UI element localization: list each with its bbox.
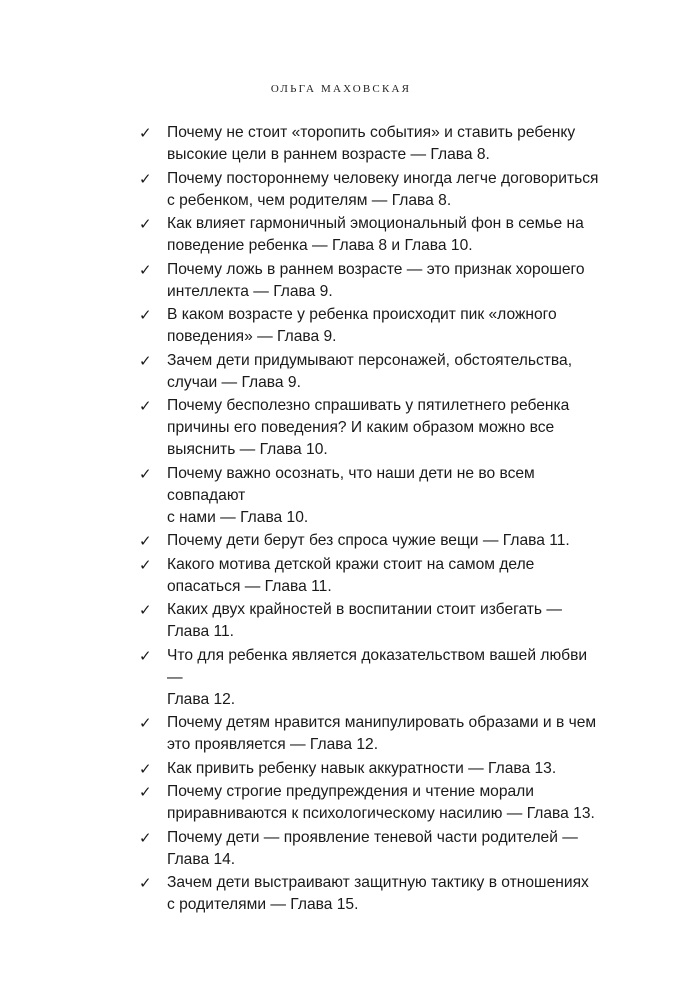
list-item [139, 872, 599, 916]
list-item-line: Зачем дети придумывают персонажей, обстоятельства, [167, 351, 573, 369]
list-item [139, 712, 599, 756]
list-item [139, 554, 599, 598]
list-item-line: причины его поведения? И каким образом можно все [167, 419, 555, 436]
list-item-line: Почему дети берут без спроса чужие вещи — Глава 11. [167, 532, 570, 549]
checkmark-icon: ✓ [139, 783, 152, 801]
list-item-line: высокие цели в раннем возрасте — Глава 8. [167, 146, 490, 163]
list-item-line: Почему детям нравится манипулировать образами и в чем [167, 714, 597, 731]
list-item [139, 259, 599, 303]
list-item-line: поведения» — Глава 9. [167, 328, 337, 345]
list-item-line: Зачем дети выстраивают защитную тактику в отношениях [167, 874, 589, 891]
list-item [139, 599, 599, 643]
list-item-line: Почему бесполезно спрашивать у пятилетнего ребенка [167, 397, 570, 414]
list-item-line: интеллекта — Глава 9. [167, 282, 333, 300]
checkmark-icon: ✓ [139, 532, 152, 550]
list-item-line: Почему дети — проявление теневой части родителей — [167, 828, 578, 846]
checkmark-icon: ✓ [139, 874, 152, 892]
question-list [139, 122, 599, 918]
checkmark-icon: ✓ [139, 759, 152, 778]
list-item-line: опасаться — Глава 11. [167, 577, 332, 595]
list-item [139, 530, 599, 552]
list-item-line: приравниваются к психологическому насилию — Глава 13. [167, 805, 595, 822]
list-item [139, 758, 599, 780]
checkmark-icon: ✓ [139, 555, 152, 574]
list-item-line: Как влияет гармоничный эмоциональный фон в семье на [167, 215, 584, 232]
list-item-line: выяснить — Глава 10. [167, 441, 328, 458]
checkmark-icon: ✓ [139, 351, 152, 370]
checkmark-icon: ✓ [139, 124, 152, 142]
list-item-line: Как привить ребенку навык аккуратности — Глава 13. [167, 759, 557, 777]
list-item-line: Почему не стоит «торопить события» и ставить ребенку [167, 124, 576, 141]
list-item-line: Почему важно осознать, что наши дети не во всем совпадают [167, 464, 535, 504]
list-item-line: Глава 11. [167, 623, 234, 640]
checkmark-icon: ✓ [139, 464, 152, 483]
list-item [139, 827, 599, 871]
checkmark-icon: ✓ [139, 828, 152, 847]
list-item [139, 463, 599, 529]
list-item-line: случаи — Глава 9. [167, 373, 301, 391]
checkmark-icon: ✓ [139, 215, 152, 233]
list-item [139, 395, 599, 461]
list-item-line: с родителями — Глава 15. [167, 896, 359, 913]
checkmark-icon: ✓ [139, 169, 152, 188]
checkmark-icon: ✓ [139, 601, 152, 619]
list-item-line: Что для ребенка является доказательством вашей любви — [167, 646, 588, 686]
list-item-line: Глава 14. [167, 850, 236, 868]
list-item-line: это проявляется — Глава 12. [167, 736, 379, 753]
list-item-line: Глава 12. [167, 690, 236, 708]
checkmark-icon: ✓ [139, 714, 152, 732]
list-item [139, 213, 599, 257]
list-item [139, 781, 599, 825]
list-item [139, 645, 599, 711]
list-item-line: Каких двух крайностей в воспитании стоит избегать — [167, 601, 562, 618]
list-item-line: Почему ложь в раннем возрасте — это признак хорошего [167, 260, 585, 278]
checkmark-icon: ✓ [139, 260, 152, 279]
list-item-line: поведение ребенка — Глава 8 и Глава 10. [167, 237, 473, 254]
list-item-line: с ребенком, чем родителям — Глава 8. [167, 191, 452, 209]
list-item [139, 304, 599, 348]
checkmark-icon: ✓ [139, 397, 152, 415]
list-item-line: с нами — Глава 10. [167, 508, 309, 526]
list-item [139, 350, 599, 394]
list-item-line: В каком возрасте у ребенка происходит пик «ложного [167, 306, 557, 323]
list-item [139, 122, 599, 166]
checkmark-icon: ✓ [139, 646, 152, 665]
list-item [139, 168, 599, 212]
running-head: ОЛЬГА МАХОВСКАЯ [270, 83, 412, 95]
list-item-line: Почему постороннему человеку иногда легче договориться [167, 169, 599, 187]
checkmark-icon: ✓ [139, 306, 152, 324]
list-item-line: Какого мотива детской кражи стоит на самом деле [167, 555, 535, 573]
list-item-line: Почему строгие предупреждения и чтение морали [167, 783, 534, 800]
